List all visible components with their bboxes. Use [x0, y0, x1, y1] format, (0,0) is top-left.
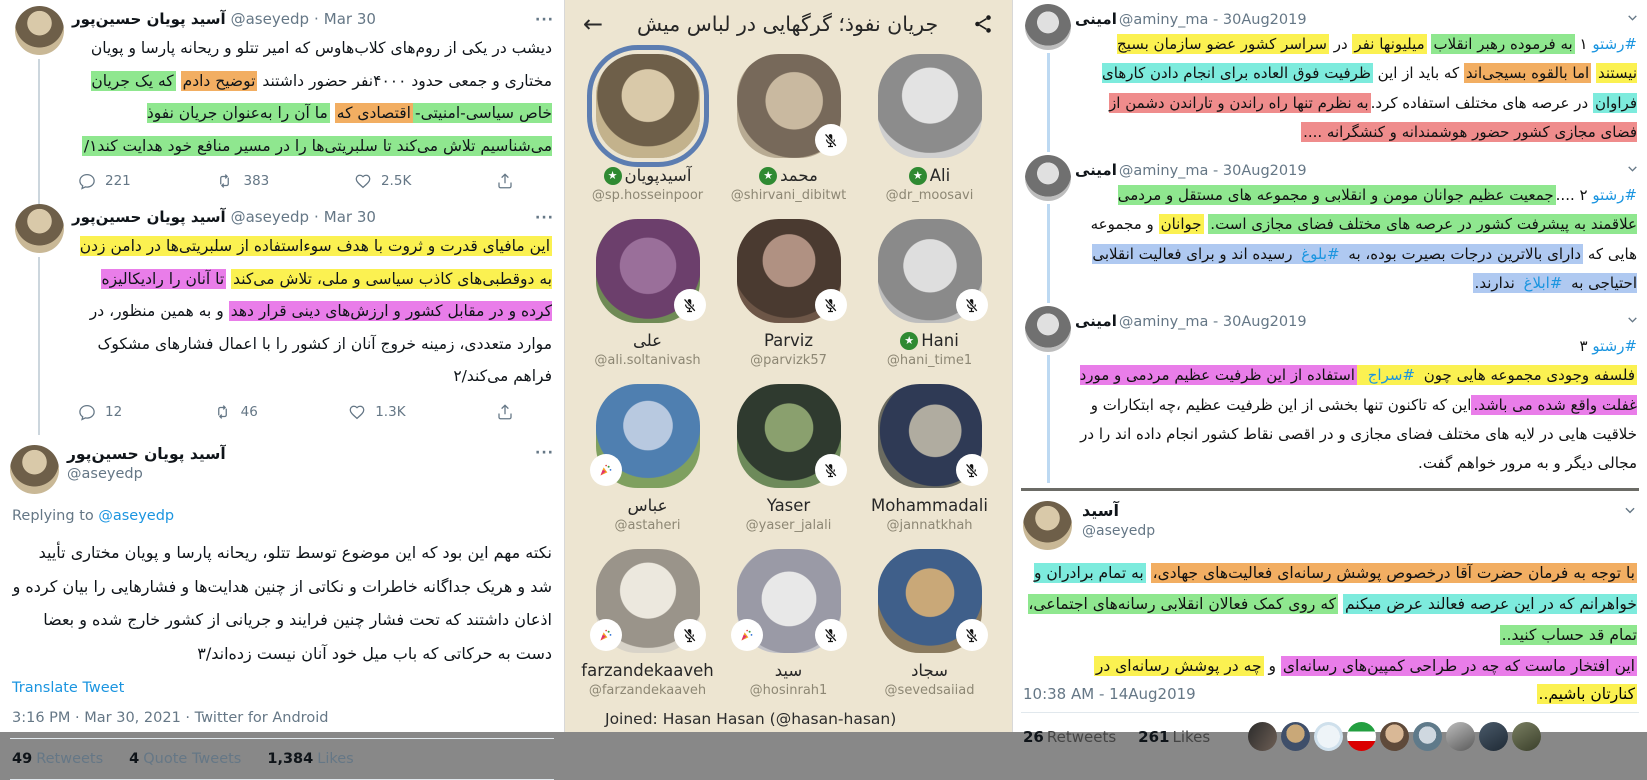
more-icon[interactable]: ···: [535, 444, 554, 461]
participant-ali-moosavi[interactable]: [859, 54, 1000, 203]
room-title: جریان نفوذ؛ گرگهایی در لباس میش: [636, 12, 939, 36]
participant-handle: @yaser_jalali: [745, 518, 832, 533]
tweet-3-detail[interactable]: [10, 435, 554, 780]
mic-muted-icon: [815, 289, 847, 321]
mic-muted-icon: [674, 289, 706, 321]
liker-avatar[interactable]: [1347, 722, 1376, 751]
retweet-icon: [213, 403, 232, 421]
participant-handle: @sevedsaiiad: [884, 683, 975, 698]
participants-grid: [575, 40, 1002, 698]
amini-tweet-3-gutter: [1021, 306, 1075, 486]
display-name[interactable]: آسید پویان حسین‌پور: [72, 10, 226, 28]
participant-aseyedpooyan[interactable]: [577, 54, 718, 203]
party-celebration-icon: [731, 619, 763, 651]
participant-name: Parviz: [763, 331, 814, 350]
retweet-icon: [215, 172, 234, 190]
tweet-2-gutter: [10, 204, 68, 435]
participant-yaser[interactable]: [718, 384, 859, 533]
tweet-date: Mar 30: [323, 10, 376, 28]
twitter-thread-panel-2: [1012, 0, 1647, 746]
participant-name: سید: [774, 661, 803, 680]
tweet-text: نکته مهم این بود که این موضوع توسط تتلو، ریحانه پارسا و پویان مختاری تأیید شد و هریک جداگانه خاطرات و نکاتی از چنین هدایت‌ها و فشارهایی را بیان کرده و اذعان داشتند که تحت فشار چنین فرایند و جریانی از کشور خارج شده و بعضا دست به حرکاتی که باب میل خود آنان نیست زده‌اند/۳: [12, 542, 552, 663]
avatar[interactable]: [1025, 306, 1071, 352]
participant-name: Hani: [921, 331, 959, 350]
like-count: 2.5K: [380, 173, 412, 190]
chevron-down-icon[interactable]: [1623, 501, 1637, 517]
liker-avatar[interactable]: [1380, 722, 1409, 751]
date-separator: ·: [314, 10, 319, 28]
participant-handle: @astaheri: [614, 518, 681, 533]
participant-sajjad[interactable]: [859, 549, 1000, 698]
reply-icon: [78, 172, 96, 190]
moderator-star-icon: ★: [604, 167, 622, 185]
user-handle-date[interactable]: @aminy_ma - 30Aug2019: [1118, 12, 1307, 28]
participant-name: علی: [632, 331, 663, 350]
tweet-1[interactable]: [10, 6, 554, 204]
participant-handle: @parvizk57: [750, 353, 827, 368]
participant-handle: @hosinrah1: [749, 683, 828, 698]
display-name[interactable]: آسید پویان حسین‌پور: [67, 444, 226, 463]
participant-name: آسیدپویان: [624, 166, 692, 185]
chevron-down-icon[interactable]: [1626, 311, 1639, 326]
tweet-text: #رشتو ۲ ....جمعیت عظیم جوانان مومن و انقلابی و مجموعه های مستقل و مردمی علاقمند به پیشرفت کشور در عرصه های مختلف فضای مجازی است. جوانان و مجموعه هایی که دارای بالاترین درجات بصیرت بوده، به #بلوغ رسیده اند و برای فعالیت انقلابی احتیاجی به #ابلاغ ندارند.: [1090, 186, 1637, 292]
amini-tweet-2-gutter: [1021, 155, 1075, 306]
back-arrow-icon[interactable]: ←: [583, 10, 604, 38]
mic-muted-icon: [956, 454, 988, 486]
liker-avatar[interactable]: [1248, 722, 1277, 751]
share-upload-icon: [496, 403, 514, 421]
user-handle-date[interactable]: @aminy_ma - 30Aug2019: [1118, 314, 1307, 330]
participant-farzandekaaveh[interactable]: [577, 549, 718, 698]
tweet-text: با توجه به فرمان حضرت آقا درخصوص پوشش رسانه‌ای فعالیت‌های جهادی، به تمام برادران و خواهرانم که در این عرصه فعالند عرض میکنم که روی کمک فعالان انقلابی رسانه‌های اجتماعی، تمام قد حساب کنید.. این افتخار ماست که چه در طراحی کمپین‌های رسانه‌ای و چه در پوشش رسانه‌ای در: [1028, 564, 1637, 676]
user-handle[interactable]: @aseyedp: [1082, 523, 1156, 540]
mic-muted-icon: [956, 289, 988, 321]
reply-icon: [78, 403, 96, 421]
liker-avatar[interactable]: [1314, 722, 1343, 751]
thread-line: [38, 257, 40, 435]
avatar[interactable]: [15, 204, 64, 253]
date-separator: ·: [314, 208, 319, 227]
tweet-text: #رشتو ۱ به فرموده رهبر انقلاب میلیونها نفر در سراسر کشور عضو سازمان بسیج نیستند اما بالقوه بسیجی‌اند که باید از این ظرفیت فوق العاده برای انجام دادن کارهای فراوان در عرصه های مختلف استفاده کرد.به نظرم تنها راه راندن و تاراندن دشمن از فضای مجازی کشور حضور هوشمندانه و کنشگرانه ....: [1102, 35, 1637, 141]
tweet-timestamp: 3:16 PM · Mar 30, 2021 · Twitter for Android: [12, 710, 329, 727]
clubhouse-room-panel: [565, 0, 1012, 732]
participant-handle: @sp.hosseinpoor: [591, 188, 704, 203]
amini-tweet-3[interactable]: [1021, 306, 1639, 486]
chevron-down-icon[interactable]: [1626, 160, 1639, 175]
avatar[interactable]: [10, 445, 59, 494]
participant-parviz[interactable]: [718, 219, 859, 368]
tweet-1-gutter: [10, 6, 68, 204]
heart-icon: [348, 403, 366, 421]
retweet-button[interactable]: [215, 172, 269, 190]
mic-muted-icon: [815, 124, 847, 156]
party-celebration-icon: [590, 454, 622, 486]
participant-name: farzandekaaveh: [581, 661, 714, 680]
amini-tweet-1[interactable]: [1021, 4, 1639, 155]
share-room-icon[interactable]: [972, 13, 994, 35]
liker-avatar[interactable]: [1413, 722, 1442, 751]
retweet-count: 46: [240, 403, 258, 420]
liker-avatar[interactable]: [1446, 722, 1475, 751]
liker-avatar[interactable]: [1512, 722, 1541, 751]
participant-name: Yaser: [766, 496, 811, 515]
user-handle[interactable]: @aseyedp: [230, 208, 309, 227]
share-tweet-button[interactable]: [496, 172, 514, 190]
tweet-text-tail: کنارتان باشیم..: [1538, 685, 1635, 704]
mic-muted-icon: [956, 619, 988, 651]
avatar[interactable]: [15, 6, 64, 55]
participant-name: محمد: [780, 166, 818, 185]
amini-tweet-2[interactable]: [1021, 155, 1639, 306]
participant-abbas[interactable]: [577, 384, 718, 533]
avatar[interactable]: [1025, 155, 1071, 201]
reply-count: 221: [105, 173, 131, 190]
retweet-count: 383: [243, 173, 270, 190]
participant-hani[interactable]: [859, 219, 1000, 368]
reply-count: 12: [105, 403, 123, 420]
participant-mohammad[interactable]: [718, 54, 859, 203]
replying-to-label: Replying to: [12, 507, 99, 524]
participant-name: Mohammadali: [871, 496, 988, 515]
party-celebration-icon: [590, 619, 622, 651]
moderator-star-icon: ★: [909, 167, 927, 185]
more-icon[interactable]: ···: [535, 12, 554, 28]
liker-avatar[interactable]: [1281, 722, 1310, 751]
mic-muted-icon: [815, 619, 847, 651]
heart-icon: [354, 172, 372, 190]
share-tweet-button[interactable]: [496, 403, 514, 421]
mic-muted-icon: [674, 619, 706, 651]
user-handle-date[interactable]: @aminy_ma - 30Aug2019: [1118, 163, 1307, 179]
reply-button[interactable]: [78, 403, 122, 421]
mic-muted-icon: [815, 454, 847, 486]
display-name[interactable]: امینی: [1075, 161, 1117, 179]
replying-to-handle[interactable]: @aseyedp: [98, 507, 175, 524]
participant-handle: @dr_moosavi: [885, 188, 974, 203]
translate-tweet-link[interactable]: Translate Tweet: [12, 680, 125, 697]
display-name[interactable]: آسید پویان حسین‌پور: [72, 208, 226, 227]
retweet-button[interactable]: [213, 403, 258, 421]
tweet-2[interactable]: [10, 204, 554, 435]
participant-mohammadali[interactable]: [859, 384, 1000, 533]
display-name[interactable]: آسید: [1082, 501, 1119, 521]
avatar[interactable]: [1025, 4, 1071, 50]
amini-tweet-1-gutter: [1021, 4, 1075, 155]
retweets-stat[interactable]: 26 Retweets: [1023, 727, 1117, 746]
tweet-text: این مافیای قدرت و ثروت با هدف سوءاستفاده از سلبریتی‌ها در دامن زدن به دوقطبی‌های کاذب سیاسی و ملی، تلاش می‌کند تا آنان را رادیکالیزه کرده و در مقابل کشور و ارزش‌های دینی قرار دهد و به همین منظور، در موارد متعددی، زمینه خروج آنان از کشور را با اعمال فشارهای مشکوک فراهم می‌کند/۲: [79, 237, 552, 386]
moderator-star-icon: ★: [900, 332, 918, 350]
thread-line: [1047, 355, 1050, 483]
participant-name: سجاد: [911, 661, 948, 680]
display-name[interactable]: امینی: [1075, 312, 1117, 330]
participant-handle: @ali.soltanivash: [594, 353, 701, 368]
liker-avatar[interactable]: [1479, 722, 1508, 751]
share-upload-icon: [496, 172, 514, 190]
tweet-text: #رشتو ۳ فلسفه وجودی مجموعه هایی چون #سراج استفاده از این ظرفیت عظیم مردمی و مورد غفلت واقع شده می باشد.این که تاکنون تنها بخشی از این ظرفیت عظیم ،چه ابتکارات و خلاقیت هایی در لایه های مختلف فضای مجازی و در اقصی نقاط کشور انجام داده اند را در مجالی دیگر و به مرور خواهم گفت.: [1079, 337, 1637, 472]
likers-avatar-row[interactable]: [1248, 722, 1541, 751]
avatar[interactable]: [1023, 501, 1072, 550]
tweet-date: Mar 30: [323, 208, 376, 227]
display-name[interactable]: امینی: [1075, 10, 1117, 28]
like-button[interactable]: [354, 172, 411, 190]
moderator-star-icon: ★: [759, 167, 777, 185]
participant-seyed[interactable]: [718, 549, 859, 698]
user-handle[interactable]: @aseyedp: [230, 10, 309, 28]
thread-line: [38, 59, 40, 204]
participant-avatar[interactable]: [596, 54, 700, 158]
twitter-thread-panel: [0, 0, 565, 768]
tweet-timestamp: 10:38 AM - 14Aug2019: [1023, 685, 1196, 704]
tweet-text: دیشب در یکی از روم‌های کلاب‌هاوس که امیر تتلو و ریحانه پارسا و پویان مختاری و جمعی حدود ۴۰۰۰نفر حضور داشتند توضیح دادم که یک جریان خاص سیاسی-امنیتی-اقتصادی که ما آن را به‌عنوان جریان نفوذ می‌شناسیم تلاش می‌کند تا سلبریتی‌ها را در مسیر منافع خود هدایت کند۱/: [83, 39, 552, 155]
quote-tweets-stat[interactable]: 4 Quote Tweets: [129, 751, 242, 768]
thread-line: [1047, 204, 1050, 303]
participant-handle: @jannatkhah: [886, 518, 973, 533]
participant-handle: @farzandekaaveh: [588, 683, 707, 698]
user-handle[interactable]: @aseyedp: [67, 465, 143, 482]
likes-stat[interactable]: 1,384 Likes: [267, 751, 354, 768]
likes-stat[interactable]: 261 Likes: [1138, 727, 1211, 746]
participant-handle: @hani_time1: [886, 353, 973, 368]
like-count: 1.3K: [375, 403, 406, 420]
like-button[interactable]: [348, 403, 405, 421]
more-icon[interactable]: ···: [535, 210, 554, 227]
participant-ali-soltanivash[interactable]: [577, 219, 718, 368]
retweets-stat[interactable]: 49 Retweets: [12, 751, 104, 768]
participant-handle: @shirvani_dibitwt: [730, 188, 847, 203]
joined-status-text: Joined: Hasan Hasan (@hasan-hasan): [605, 710, 897, 728]
participant-name: عباس: [627, 496, 668, 515]
reply-button[interactable]: [78, 172, 131, 190]
participant-name: Ali: [929, 166, 951, 185]
aseyed-bottom-tweet[interactable]: [1021, 491, 1639, 760]
chevron-down-icon[interactable]: [1626, 9, 1639, 24]
thread-line: [1047, 53, 1050, 152]
participant-avatar[interactable]: [878, 54, 982, 158]
